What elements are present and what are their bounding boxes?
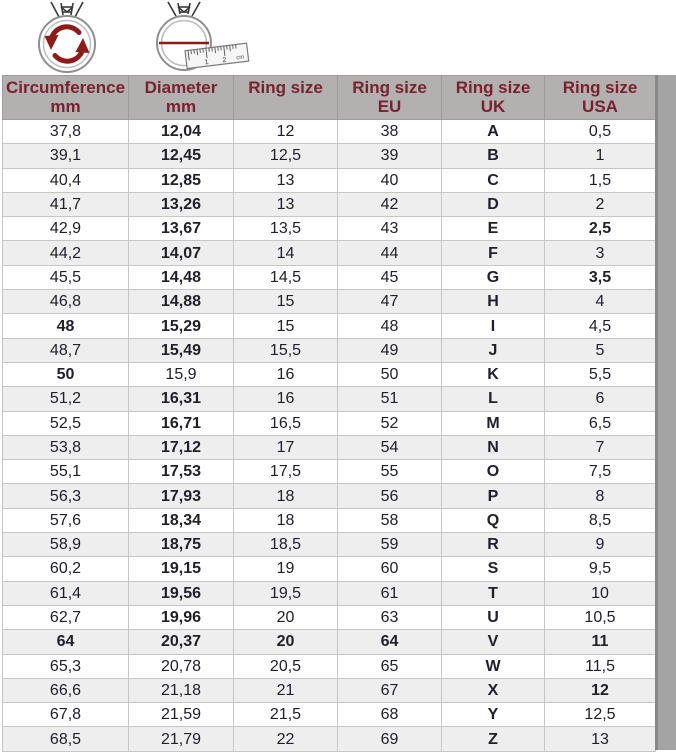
table-cell: 45 — [338, 265, 442, 289]
table-cell: 17,93 — [129, 484, 234, 508]
table-row — [3, 314, 656, 338]
table-cell: 56,3 — [3, 484, 129, 508]
table-cell: 37,8 — [3, 120, 129, 144]
table-row — [3, 387, 656, 411]
column-header: Ring size EU — [338, 76, 442, 120]
table-cell: 12,85 — [129, 168, 234, 192]
table-cell: L — [442, 387, 545, 411]
table-cell: 19,56 — [129, 581, 234, 605]
table-row — [3, 654, 656, 678]
diameter-measure-icon — [136, 0, 261, 75]
table-cell: 10 — [545, 581, 656, 605]
table-cell: 63 — [338, 605, 442, 629]
table-cell: H — [442, 290, 545, 314]
table-cell: 12,45 — [129, 144, 234, 168]
table-cell: 16,5 — [234, 411, 338, 435]
table-row — [3, 460, 656, 484]
table-cell: 60 — [338, 557, 442, 581]
table-cell: 55 — [338, 460, 442, 484]
table-cell: 7,5 — [545, 460, 656, 484]
table-cell: 10,5 — [545, 605, 656, 629]
table-cell: 65,3 — [3, 654, 129, 678]
column-header: Circumference mm — [3, 76, 129, 120]
table-row — [3, 703, 656, 727]
table-cell: Z — [442, 727, 545, 751]
table-cell: 19,96 — [129, 605, 234, 629]
table-row — [3, 484, 656, 508]
ring-size-table — [2, 75, 656, 752]
table-cell: 50 — [338, 362, 442, 386]
table-cell: 52,5 — [3, 411, 129, 435]
table-cell: E — [442, 217, 545, 241]
table-cell: 41,7 — [3, 192, 129, 216]
table-cell: 1 — [545, 144, 656, 168]
table-cell: 18,5 — [234, 533, 338, 557]
table-cell: 21,18 — [129, 678, 234, 702]
table-cell: 46,8 — [3, 290, 129, 314]
table-cell: 22 — [234, 727, 338, 751]
table-row — [3, 630, 656, 654]
table-cell: 20 — [234, 605, 338, 629]
table-cell: 50 — [3, 362, 129, 386]
table-cell: 9 — [545, 533, 656, 557]
table-cell: 40,4 — [3, 168, 129, 192]
table-cell: 16 — [234, 362, 338, 386]
table-cell: 38 — [338, 120, 442, 144]
table-cell: 0,5 — [545, 120, 656, 144]
table-cell: 58 — [338, 508, 442, 532]
table-cell: 17 — [234, 435, 338, 459]
table-cell: 15 — [234, 290, 338, 314]
table-cell: 65 — [338, 654, 442, 678]
table-cell: 19,15 — [129, 557, 234, 581]
table-cell: 18 — [234, 484, 338, 508]
table-cell: 44,2 — [3, 241, 129, 265]
table-row — [3, 605, 656, 629]
table-cell: 21,59 — [129, 703, 234, 727]
table-cell: 45,5 — [3, 265, 129, 289]
table-cell: 17,12 — [129, 435, 234, 459]
ring-setting-prongs — [51, 2, 83, 17]
table-cell: 11 — [545, 630, 656, 654]
table-cell: 48,7 — [3, 338, 129, 362]
table-cell: 4 — [545, 290, 656, 314]
table-cell: Q — [442, 508, 545, 532]
table-cell: 13 — [234, 192, 338, 216]
table-cell: 16,71 — [129, 411, 234, 435]
table-cell: 3,5 — [545, 265, 656, 289]
table-cell: X — [442, 678, 545, 702]
ring-setting-prongs — [168, 2, 200, 16]
table-cell: 66,6 — [3, 678, 129, 702]
table-cell: 55,1 — [3, 460, 129, 484]
table-row — [3, 508, 656, 532]
table-row — [3, 120, 656, 144]
table-cell: 12 — [234, 120, 338, 144]
table-cell: 16,31 — [129, 387, 234, 411]
table-cell: 67 — [338, 678, 442, 702]
table-cell: 20,5 — [234, 654, 338, 678]
table-cell: 17,53 — [129, 460, 234, 484]
table-cell: 6,5 — [545, 411, 656, 435]
table-cell: W — [442, 654, 545, 678]
table-cell: 8 — [545, 484, 656, 508]
table-cell: 18 — [234, 508, 338, 532]
table-cell: R — [442, 533, 545, 557]
table-cell: 19 — [234, 557, 338, 581]
table-cell: 12,5 — [234, 144, 338, 168]
table-cell: 61 — [338, 581, 442, 605]
table-row — [3, 727, 656, 751]
table-cell: 3 — [545, 241, 656, 265]
table-cell: 20,37 — [129, 630, 234, 654]
ruler-number-1: 1 — [204, 59, 209, 66]
table-cell: 7 — [545, 435, 656, 459]
table-cell: 1,5 — [545, 168, 656, 192]
table-cell: 13,5 — [234, 217, 338, 241]
table-row — [3, 265, 656, 289]
table-cell: 60,2 — [3, 557, 129, 581]
table-cell: V — [442, 630, 545, 654]
table-cell: 21,79 — [129, 727, 234, 751]
table-cell: 67,8 — [3, 703, 129, 727]
table-cell: 68 — [338, 703, 442, 727]
table-cell: T — [442, 581, 545, 605]
table-cell: 15 — [234, 314, 338, 338]
table-row — [3, 290, 656, 314]
table-cell: 20 — [234, 630, 338, 654]
table-row — [3, 217, 656, 241]
table-cell: 20,78 — [129, 654, 234, 678]
table-cell: 15,29 — [129, 314, 234, 338]
table-cell: 49 — [338, 338, 442, 362]
table-cell: P — [442, 484, 545, 508]
table-cell: 5 — [545, 338, 656, 362]
table-cell: K — [442, 362, 545, 386]
table-cell: 14 — [234, 241, 338, 265]
table-cell: M — [442, 411, 545, 435]
table-row — [3, 241, 656, 265]
rotation-arrows — [52, 27, 83, 61]
table-cell: F — [442, 241, 545, 265]
table-cell: 21,5 — [234, 703, 338, 727]
table-row — [3, 192, 656, 216]
table-cell: 2,5 — [545, 217, 656, 241]
table-cell: 57,6 — [3, 508, 129, 532]
table-cell: 11,5 — [545, 654, 656, 678]
table-cell: 9,5 — [545, 557, 656, 581]
table-cell: 13 — [234, 168, 338, 192]
right-gray-strip — [655, 75, 676, 750]
column-header: Ring size UK — [442, 76, 545, 120]
ruler-number-2: 2 — [222, 57, 227, 64]
table-cell: 40 — [338, 168, 442, 192]
table-cell: 51,2 — [3, 387, 129, 411]
table-row — [3, 338, 656, 362]
table-cell: 43 — [338, 217, 442, 241]
column-header: Diameter mm — [129, 76, 234, 120]
table-cell: Y — [442, 703, 545, 727]
table-cell: I — [442, 314, 545, 338]
table-row — [3, 362, 656, 386]
table-cell: D — [442, 192, 545, 216]
circumference-measure-icon — [12, 0, 122, 75]
table-cell: 56 — [338, 484, 442, 508]
ruler — [185, 43, 249, 68]
table-cell: 4,5 — [545, 314, 656, 338]
table-cell: A — [442, 120, 545, 144]
table-cell: U — [442, 605, 545, 629]
table-cell: 13 — [545, 727, 656, 751]
table-row — [3, 581, 656, 605]
table-row — [3, 435, 656, 459]
table-cell: 39 — [338, 144, 442, 168]
table-row — [3, 557, 656, 581]
table-cell: 59 — [338, 533, 442, 557]
table-cell: 52 — [338, 411, 442, 435]
table-cell: G — [442, 265, 545, 289]
table-cell: 19,5 — [234, 581, 338, 605]
table-cell: 48 — [3, 314, 129, 338]
table-cell: 12 — [545, 678, 656, 702]
table-cell: N — [442, 435, 545, 459]
table-cell: 14,88 — [129, 290, 234, 314]
table-cell: 69 — [338, 727, 442, 751]
table-cell: 18,75 — [129, 533, 234, 557]
table-cell: 15,9 — [129, 362, 234, 386]
table-row — [3, 168, 656, 192]
table-cell: 42 — [338, 192, 442, 216]
table-cell: 5,5 — [545, 362, 656, 386]
table-header — [3, 76, 656, 120]
table-cell: 48 — [338, 314, 442, 338]
measurement-icons-row — [0, 0, 676, 75]
table-row — [3, 533, 656, 557]
table-cell: B — [442, 144, 545, 168]
table-cell: 15,5 — [234, 338, 338, 362]
table-cell: 53,8 — [3, 435, 129, 459]
table-cell: 51 — [338, 387, 442, 411]
table-cell: O — [442, 460, 545, 484]
table-cell: 54 — [338, 435, 442, 459]
table-row — [3, 678, 656, 702]
table-cell: 8,5 — [545, 508, 656, 532]
table-cell: 14,07 — [129, 241, 234, 265]
column-header: Ring size USA — [545, 76, 656, 120]
table-cell: 12,04 — [129, 120, 234, 144]
table-row — [3, 411, 656, 435]
table-cell: 16 — [234, 387, 338, 411]
table-cell: 17,5 — [234, 460, 338, 484]
column-header: Ring size — [234, 76, 338, 120]
table-cell: 15,49 — [129, 338, 234, 362]
table-cell: 47 — [338, 290, 442, 314]
table-cell: 68,5 — [3, 727, 129, 751]
table-cell: 14,5 — [234, 265, 338, 289]
table-cell: 61,4 — [3, 581, 129, 605]
table-cell: 42,9 — [3, 217, 129, 241]
table-cell: S — [442, 557, 545, 581]
table-cell: C — [442, 168, 545, 192]
table-cell: 58,9 — [3, 533, 129, 557]
table-row — [3, 144, 656, 168]
table-cell: 6 — [545, 387, 656, 411]
ruler-unit-cm: cm — [236, 55, 245, 62]
table-cell: 2 — [545, 192, 656, 216]
ring-size-table-wrap — [2, 75, 655, 752]
table-cell: 62,7 — [3, 605, 129, 629]
table-cell: 39,1 — [3, 144, 129, 168]
table-cell: 64 — [338, 630, 442, 654]
table-cell: 18,34 — [129, 508, 234, 532]
table-cell: 44 — [338, 241, 442, 265]
table-cell: 21 — [234, 678, 338, 702]
table-cell: J — [442, 338, 545, 362]
table-cell: 64 — [3, 630, 129, 654]
table-cell: 14,48 — [129, 265, 234, 289]
table-cell: 12,5 — [545, 703, 656, 727]
table-cell: 13,26 — [129, 192, 234, 216]
table-cell: 13,67 — [129, 217, 234, 241]
